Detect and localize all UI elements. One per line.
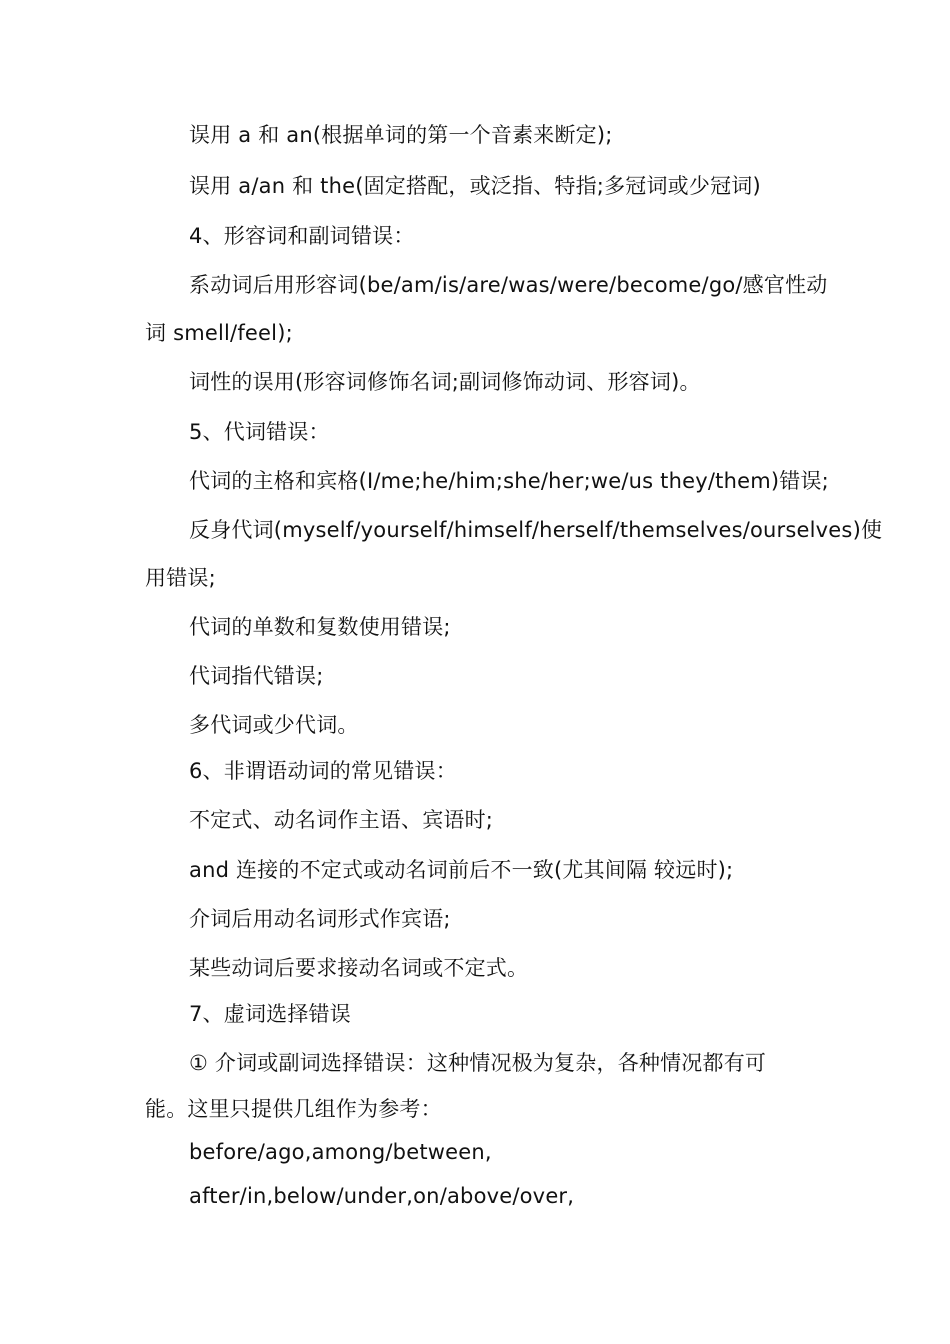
- section-heading-function-words: 7、虚词选择错误: [189, 1002, 351, 1026]
- text-line-article-the: 误用 a/an 和 the(固定搭配，或泛指、特指;多冠词或少冠词): [189, 174, 761, 198]
- text-line-word-pairs-2: after/in,below/under,on/above/over,: [189, 1184, 575, 1208]
- text-line-part-of-speech: 词性的误用(形容词修饰名词;副词修饰动词、形容词)。: [189, 370, 701, 394]
- text-line-article-a-an: 误用 a 和 an(根据单词的第一个音素来断定);: [189, 123, 613, 147]
- text-line-preposition-adverb: ① 介词或副词选择错误：这种情况极为复杂，各种情况都有可: [189, 1051, 767, 1075]
- text-line-linking-verb-cont: 词 smell/feel);: [145, 321, 293, 345]
- text-line-pronoun-case: 代词的主格和宾格(I/me;he/him;she/her;we/us they/them)错误;: [189, 469, 829, 493]
- text-line-reflexive-pronoun-cont: 用错误;: [145, 566, 216, 590]
- section-heading-pronoun: 5、代词错误：: [189, 420, 330, 444]
- section-heading-non-finite: 6、非谓语动词的常见错误：: [189, 759, 457, 783]
- text-line-preposition-gerund: 介词后用动名词形式作宾语;: [189, 907, 451, 931]
- text-line-pronoun-number: 代词的单数和复数使用错误;: [189, 615, 451, 639]
- text-line-preposition-adverb-cont: 能。这里只提供几组作为参考：: [145, 1097, 442, 1121]
- text-line-pronoun-extra-missing: 多代词或少代词。: [189, 713, 359, 737]
- text-line-linking-verb: 系动词后用形容词(be/am/is/are/was/were/become/go/感官性动: [189, 273, 828, 297]
- text-line-reflexive-pronoun: 反身代词(myself/yourself/himself/herself/themselves/ourselves)使: [189, 518, 883, 542]
- text-line-infinitive-gerund: 不定式、动名词作主语、宾语时;: [189, 808, 494, 832]
- text-line-and-parallel: and 连接的不定式或动名词前后不一致(尤其间隔 较远时);: [189, 858, 734, 882]
- text-line-pronoun-reference: 代词指代错误;: [189, 664, 324, 688]
- section-heading-adjective-adverb: 4、形容词和副词错误：: [189, 224, 415, 248]
- text-line-word-pairs-1: before/ago,among/between,: [189, 1140, 492, 1164]
- text-line-verb-complement: 某些动词后要求接动名词或不定式。: [189, 956, 529, 980]
